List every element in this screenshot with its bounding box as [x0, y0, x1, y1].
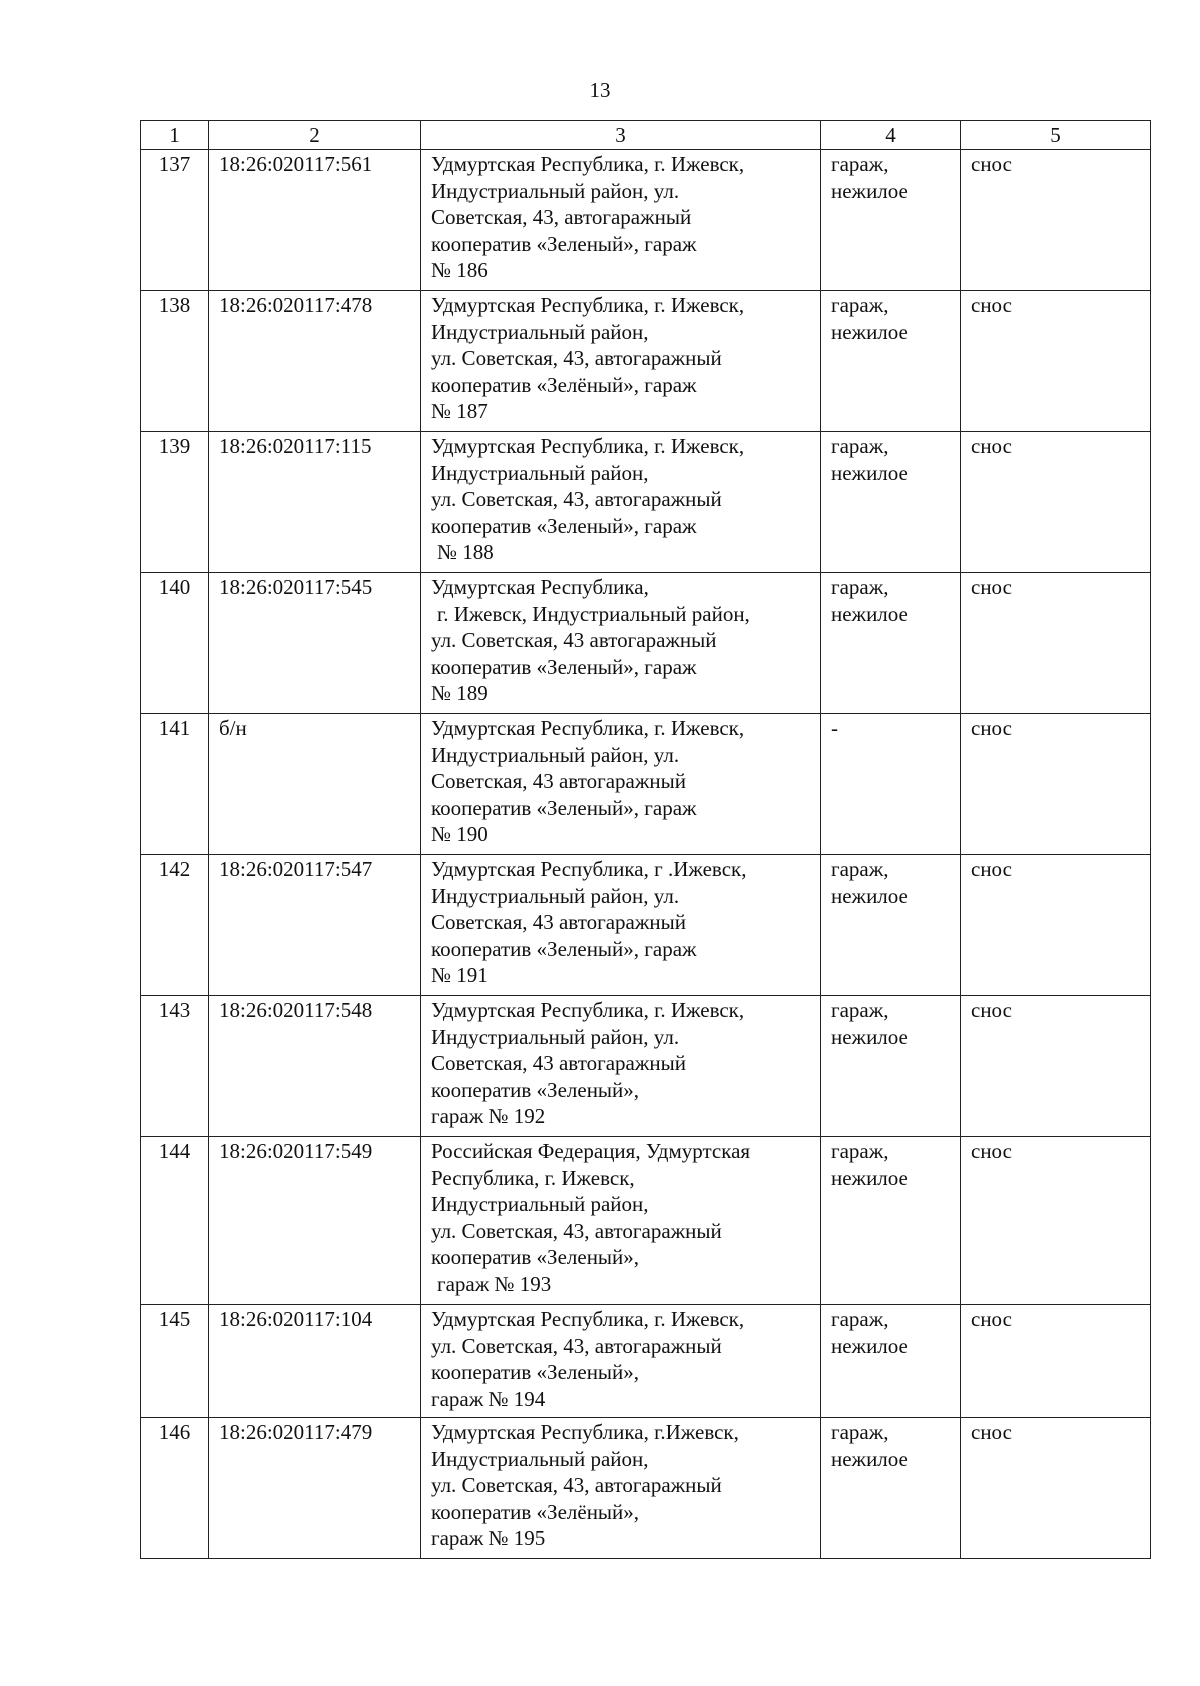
address-line: Российская Федерация, Удмуртская — [431, 1139, 751, 1163]
object-type-cell — [821, 855, 961, 996]
address-line: ул. Советская, 43, автогаражный — [431, 1218, 722, 1243]
table-row — [141, 573, 1151, 714]
row-number: 143 — [141, 996, 209, 1137]
address-line: кооператив «Зеленый», — [431, 1360, 640, 1384]
object-type-cell — [821, 1137, 961, 1305]
object-type-cell — [821, 150, 961, 291]
address-line: ул. Советская, 43 автогаражный — [431, 628, 717, 652]
address-line: Индустриальный район, — [431, 319, 649, 344]
address-line: Индустриальный район, ул. — [431, 1024, 680, 1049]
address-line: гараж № 194 — [431, 1386, 546, 1411]
cadastral-number: 18:26:020117:104 — [209, 1305, 421, 1418]
address-line: гараж № 192 — [431, 1104, 546, 1128]
address-line: Индустриальный район, — [431, 1192, 649, 1216]
address-line: Советская, 43 автогаражный — [431, 769, 686, 793]
row-number: 142 — [141, 855, 209, 996]
address-line: Удмуртская Республика, г. Ижевск, — [431, 152, 745, 176]
object-type-cell — [821, 432, 961, 573]
address-line: кооператив «Зеленый», гараж — [431, 795, 697, 820]
address-cell — [421, 291, 821, 432]
address-cell — [421, 150, 821, 291]
object-type-cell — [821, 291, 961, 432]
cadastral-number: 18:26:020117:478 — [209, 291, 421, 432]
address-cell — [421, 1305, 821, 1418]
address-cell — [421, 432, 821, 573]
object-type-line: нежилое — [831, 460, 908, 485]
address-cell — [421, 573, 821, 714]
column-number-2: 2 — [209, 121, 421, 150]
row-number: 146 — [141, 1418, 209, 1559]
table-row — [141, 996, 1151, 1137]
address-line: Удмуртская Республика, г. Ижевск, — [431, 716, 745, 740]
object-type-line: гараж, — [831, 1307, 889, 1331]
table-row — [141, 1418, 1151, 1559]
address-line: кооператив «Зеленый», — [431, 1077, 640, 1102]
cadastral-number: 18:26:020117:548 — [209, 996, 421, 1137]
row-number: 144 — [141, 1137, 209, 1305]
address-line: ул. Советская, 43, автогаражный — [431, 1333, 722, 1358]
object-type-line: нежилое — [831, 1333, 908, 1358]
address-line: Индустриальный район, — [431, 460, 649, 485]
address-cell — [421, 1137, 821, 1305]
object-type-line: нежилое — [831, 1024, 908, 1049]
action-cell: снос — [961, 432, 1151, 573]
object-type-line: нежилое — [831, 1446, 908, 1471]
address-line: Индустриальный район, ул. — [431, 883, 680, 908]
address-cell — [421, 1418, 821, 1559]
address-line: Индустриальный район, ул. — [431, 178, 680, 203]
address-line: Советская, 43 автогаражный — [431, 1051, 686, 1075]
address-line: кооператив «Зеленый», гараж — [431, 936, 697, 961]
object-type-line: нежилое — [831, 319, 908, 344]
object-type-line: гараж, — [831, 1139, 889, 1163]
action-cell: снос — [961, 1305, 1151, 1418]
address-cell — [421, 996, 821, 1137]
address-line: № 186 — [431, 258, 488, 282]
address-line: Удмуртская Республика, — [431, 575, 649, 599]
action-cell: снос — [961, 714, 1151, 855]
action-cell: снос — [961, 150, 1151, 291]
object-type-cell — [821, 1305, 961, 1418]
address-line: Удмуртская Республика, г .Ижевск, — [431, 857, 747, 881]
object-type-line: гараж, — [831, 293, 889, 317]
address-cell — [421, 855, 821, 996]
address-line: ул. Советская, 43, автогаражный — [431, 487, 722, 511]
table-row — [141, 432, 1151, 573]
action-cell: снос — [961, 1418, 1151, 1559]
row-number: 141 — [141, 714, 209, 855]
action-cell: снос — [961, 996, 1151, 1137]
row-number: 145 — [141, 1305, 209, 1418]
page-number: 13 — [589, 78, 611, 102]
address-line: № 189 — [431, 681, 488, 705]
column-number-3: 3 — [421, 121, 821, 150]
cadastral-number: б/н — [209, 714, 421, 855]
column-number-1: 1 — [141, 121, 209, 150]
address-line: г. Ижевск, Индустриальный район, — [437, 601, 750, 626]
object-type-line: гараж, — [831, 152, 889, 176]
object-type-line: - — [831, 716, 838, 740]
address-line: Индустриальный район, — [431, 1446, 649, 1471]
address-line: Республика, г. Ижевск, — [431, 1165, 635, 1190]
address-line: Индустриальный район, ул. — [431, 742, 680, 767]
cadastral-number: 18:26:020117:547 — [209, 855, 421, 996]
object-type-line: гараж, — [831, 857, 889, 881]
address-line: № 188 — [437, 540, 494, 564]
address-line: ул. Советская, 43, автогаражный — [431, 346, 722, 370]
address-line: кооператив «Зеленый», гараж — [431, 513, 697, 538]
object-type-line: гараж, — [831, 434, 889, 458]
address-line: Удмуртская Республика, г.Ижевск, — [431, 1420, 739, 1444]
table-row — [141, 1305, 1151, 1418]
object-type-line: нежилое — [831, 883, 908, 908]
column-number-5: 5 — [961, 121, 1151, 150]
object-type-cell — [821, 714, 961, 855]
object-type-line: нежилое — [831, 178, 908, 203]
address-line: Удмуртская Республика, г. Ижевск, — [431, 434, 745, 458]
address-line: Советская, 43, автогаражный — [431, 205, 692, 229]
address-line: Советская, 43 автогаражный — [431, 910, 686, 934]
table-row — [141, 714, 1151, 855]
address-line: гараж № 193 — [437, 1271, 552, 1296]
action-cell: снос — [961, 573, 1151, 714]
table-row — [141, 291, 1151, 432]
row-number: 137 — [141, 150, 209, 291]
row-number: 139 — [141, 432, 209, 573]
table-row — [141, 855, 1151, 996]
cadastral-number: 18:26:020117:549 — [209, 1137, 421, 1305]
address-line: кооператив «Зеленый», гараж — [431, 231, 697, 256]
object-type-line: гараж, — [831, 1420, 889, 1444]
table-body — [141, 150, 1151, 1559]
table-row — [141, 1137, 1151, 1305]
address-line: кооператив «Зелёный», — [431, 1499, 640, 1524]
object-type-line: нежилое — [831, 1165, 908, 1190]
object-type-cell — [821, 996, 961, 1137]
column-number-row — [141, 121, 1151, 150]
table-row — [141, 150, 1151, 291]
action-cell: снос — [961, 1137, 1151, 1305]
action-cell: снос — [961, 291, 1151, 432]
action-cell: снос — [961, 855, 1151, 996]
address-line: кооператив «Зелёный», гараж — [431, 372, 697, 397]
objects-table — [140, 120, 1151, 1559]
address-line: Удмуртская Республика, г. Ижевск, — [431, 1307, 745, 1331]
address-line: Удмуртская Республика, г. Ижевск, — [431, 293, 745, 317]
address-line: кооператив «Зеленый», гараж — [431, 654, 697, 679]
address-line: гараж № 195 — [431, 1526, 546, 1550]
row-number: 138 — [141, 291, 209, 432]
cadastral-number: 18:26:020117:479 — [209, 1418, 421, 1559]
object-type-cell — [821, 573, 961, 714]
object-type-line: нежилое — [831, 601, 908, 626]
cadastral-number: 18:26:020117:115 — [209, 432, 421, 573]
object-type-line: гараж, — [831, 998, 889, 1022]
column-number-4: 4 — [821, 121, 961, 150]
row-number: 140 — [141, 573, 209, 714]
object-type-line: гараж, — [831, 575, 889, 599]
address-line: ул. Советская, 43, автогаражный — [431, 1473, 722, 1497]
cadastral-number: 18:26:020117:545 — [209, 573, 421, 714]
object-type-cell — [821, 1418, 961, 1559]
address-line: Удмуртская Республика, г. Ижевск, — [431, 998, 745, 1022]
cadastral-number: 18:26:020117:561 — [209, 150, 421, 291]
address-line: № 191 — [431, 963, 488, 987]
address-line: № 187 — [431, 399, 488, 423]
address-cell — [421, 714, 821, 855]
address-line: № 190 — [431, 822, 488, 846]
address-line: кооператив «Зеленый», — [431, 1245, 640, 1269]
